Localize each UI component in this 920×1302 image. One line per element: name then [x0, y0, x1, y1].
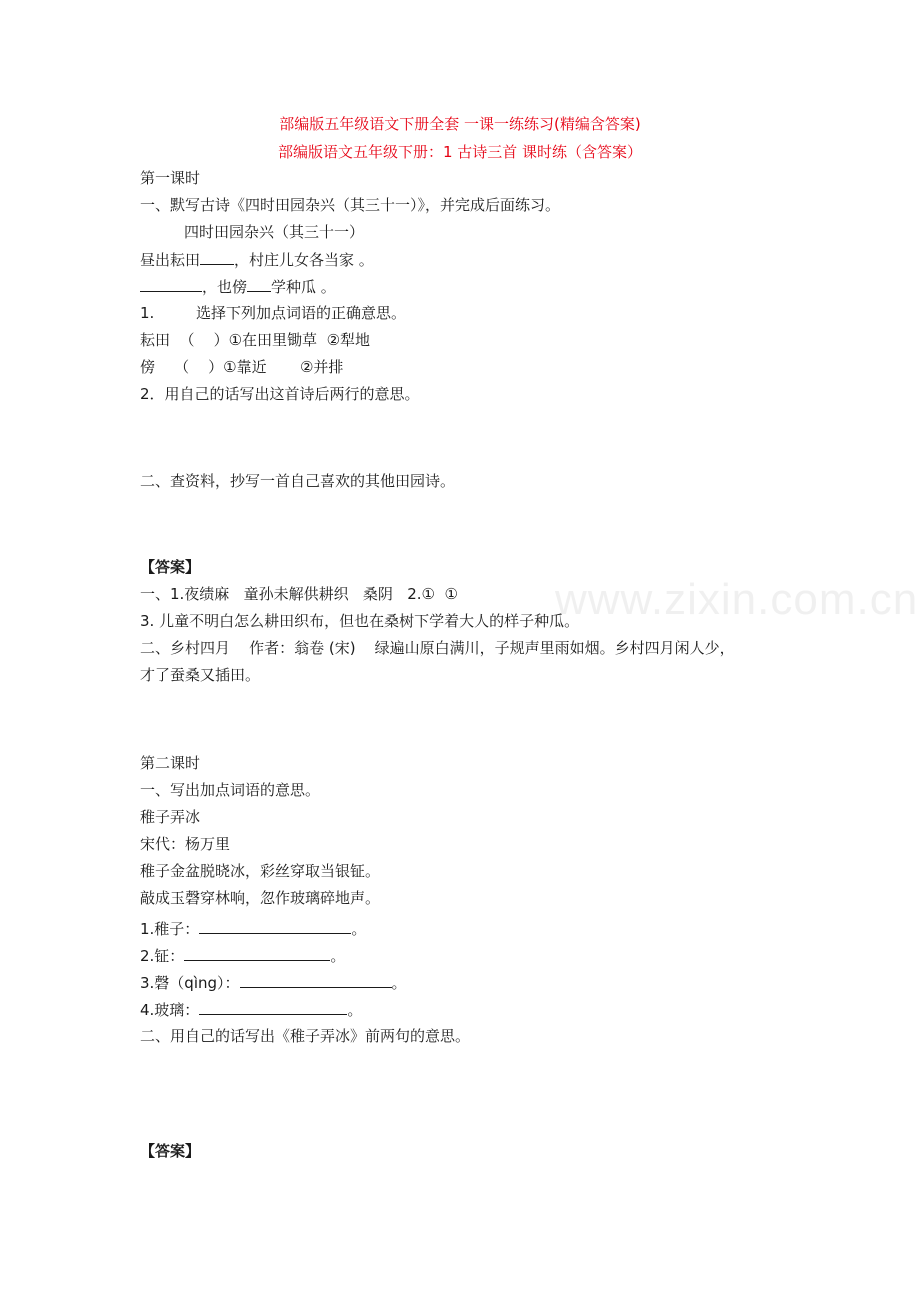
document-subtitle: 部编版语文五年级下册：1 古诗三首 课时练（含答案） [277, 143, 643, 161]
lesson2-heading: 第二课时 [140, 754, 201, 772]
lesson1-heading: 第一课时 [140, 169, 201, 187]
answer-line: 一、1.夜绩麻 童孙未解供耕织 桑阴 2.① ① [140, 585, 458, 603]
vocab-term: 2.钲： [140, 947, 185, 965]
vocab-item-3 [140, 972, 407, 993]
lesson1-question2: 二、查资料，抄写一首自己喜欢的其他田园诗。 [140, 472, 456, 490]
poem1-line2-mid: ，也傍 [202, 278, 248, 296]
poem1-line1-start: 昼出耘田 [140, 251, 201, 269]
fill-blank[interactable] [199, 999, 347, 1015]
vocab-item-1 [140, 918, 366, 939]
fill-blank[interactable] [240, 972, 392, 988]
subquestion-text: 选择下列加点词语的正确意思。 [196, 304, 407, 322]
poem2-title: 稚子弄冰 [140, 808, 201, 826]
fill-blank[interactable] [247, 276, 271, 292]
option-line-2: 傍 （ ）①靠近 ②并排 [140, 358, 344, 376]
fill-blank[interactable] [199, 918, 351, 934]
subquestion-1 [140, 303, 406, 323]
poem2-verse: 敲成玉磬穿林响，忽作玻璃碎地声。 [140, 889, 381, 907]
document-title: 部编版五年级语文下册全套 一课一练练习(精编含答案) [279, 115, 641, 133]
lesson2-question1: 一、写出加点词语的意思。 [140, 781, 321, 799]
answer-label: 【答案】 [140, 1142, 201, 1160]
end-mark: 。 [330, 947, 346, 965]
poem2-verse: 稚子金盆脱晓冰，彩丝穿取当银钲。 [140, 862, 381, 880]
vocab-term: 1.稚子： [140, 920, 200, 938]
answer-line: 才了蚕桑又插田。 [140, 666, 261, 684]
vocab-term: 4.玻璃： [140, 1001, 200, 1019]
lesson2-question2: 二、用自己的话写出《稚子弄冰》前两句的意思。 [140, 1027, 471, 1045]
option-line-1: 耘田 （ ）①在田里锄草 ②犁地 [140, 331, 371, 349]
answer-line: 二、乡村四月 作者：翁卷 (宋) 绿遍山原白满川，子规声里雨如烟。乡村四月闲人少， [140, 639, 735, 657]
answer-label: 【答案】 [140, 558, 201, 576]
poem1-line2 [140, 276, 336, 297]
vocab-item-2 [140, 945, 345, 966]
subquestion-2: 2．用自己的话写出这首诗后两行的意思。 [140, 385, 420, 403]
fill-blank[interactable] [200, 249, 234, 265]
fill-blank[interactable] [140, 276, 202, 292]
watermark: www.zixin.com.cn [555, 575, 919, 624]
fill-blank[interactable] [184, 945, 330, 961]
end-mark: 。 [391, 974, 407, 992]
end-mark: 。 [351, 920, 367, 938]
vocab-term: 3.磬（qìng）： [140, 974, 240, 992]
end-mark: 。 [347, 1001, 363, 1019]
poem1-line2-end: 学种瓜 。 [271, 278, 336, 296]
answer-line: 3. 儿童不明白怎么耕田织布，但也在桑树下学着大人的样子种瓜。 [140, 612, 580, 630]
poem1-line1 [140, 249, 374, 270]
poem1-line1-end: ，村庄儿女各当家 。 [234, 251, 374, 269]
poem2-author: 宋代：杨万里 [140, 835, 231, 853]
subquestion-number: 1. [140, 304, 155, 322]
lesson1-question1: 一、默写古诗《四时田园杂兴（其三十一）》，并完成后面练习。 [140, 196, 561, 214]
vocab-item-4 [140, 999, 362, 1020]
poem1-title: 四时田园杂兴（其三十一） [184, 223, 365, 241]
